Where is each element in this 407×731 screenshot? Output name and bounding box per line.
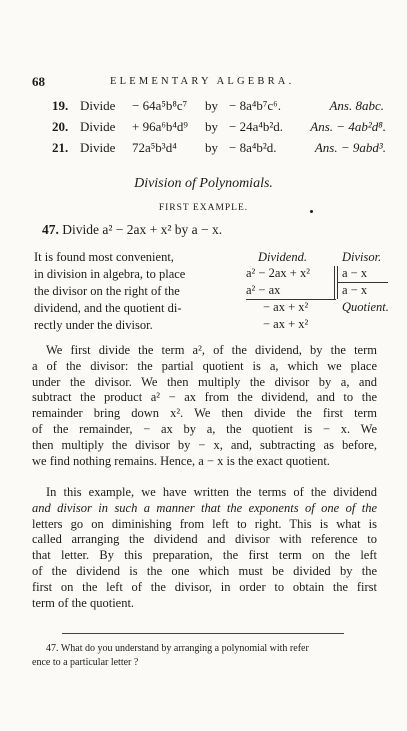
divisor-header: Divisor. <box>342 250 382 264</box>
exercise-answer: Ans. 8abc. <box>329 98 384 113</box>
paragraph-line: then multiply the divisor by − x, and, subtracting as before, <box>32 437 377 452</box>
exercise-answer: Ans. − 4ab²d⁸. <box>310 119 386 134</box>
problem-text: Divide a² − 2ax + x² by a − x. <box>62 222 223 237</box>
exercise-dividend: − 64a⁵b⁸c⁷ <box>132 98 188 113</box>
paragraph-line: letters go on diminishing from left to right. This is what is <box>32 516 377 531</box>
footnote-line: ence to a particular letter ? <box>32 657 139 668</box>
divisor-bar <box>334 266 335 299</box>
explanation-paragraph-1 <box>32 343 377 469</box>
subtrahend-row: a² − ax <box>246 283 281 297</box>
divisor-value: a − x <box>342 266 368 280</box>
section-subtitle: FIRST EXAMPLE. <box>158 203 249 213</box>
sidebar-line: dividend, and the quotient di- <box>34 301 182 315</box>
exercise-answer: Ans. − 9abd³. <box>314 140 386 155</box>
exercise-number: 21. <box>52 140 69 155</box>
paragraph-line: of the dividend is the one which must be divided by the <box>32 563 377 578</box>
paragraph-line: In this example, we have written the terms of the dividend <box>46 485 377 499</box>
exercise-divisor: − 24a⁴b²d. <box>229 119 284 134</box>
paragraph-line: term of the quotient. <box>32 595 135 610</box>
problem-number: 47. <box>42 222 59 237</box>
sidebar-line: rectly under the divisor. <box>34 318 153 332</box>
exercise-dividend: 72a⁵b³d⁴ <box>132 140 177 155</box>
exercise-verb: Divide <box>80 140 116 155</box>
footnote-divider <box>62 633 344 634</box>
exercise-by: by <box>205 140 218 155</box>
sidebar-explanation <box>34 249 185 334</box>
subtraction-rule <box>246 299 336 300</box>
paragraph-line: We first divide the term a², of the dividend, by the term <box>46 343 377 357</box>
exercise-verb: Divide <box>80 98 116 113</box>
exercise-dividend: + 96a⁶b⁴d⁹ <box>132 119 188 134</box>
exercise-number: 20. <box>52 119 69 134</box>
print-speck <box>310 210 313 213</box>
exercise-by: by <box>205 98 218 113</box>
paragraph-line: a of the divisor: the partial quotient is a, which we place <box>32 358 377 373</box>
explanation-paragraph-2 <box>32 485 377 611</box>
sidebar-line: in division in algebra, to place <box>34 267 186 281</box>
running-title: ELEMENTARY ALGEBRA. <box>110 76 295 87</box>
quotient-value: a − x <box>342 283 368 297</box>
quotient-label: Quotient. <box>342 300 389 314</box>
exercise-divisor: − 8a⁴b⁷c⁶. <box>229 98 281 113</box>
dividend-header: Dividend. <box>258 250 307 264</box>
remainder-row: − ax + x² <box>263 300 309 314</box>
paragraph-line: we find nothing remains. Hence, a − x is the exact quotient. <box>32 453 330 468</box>
footnote-line: 47. What do you understand by arranging a polynomial with refer <box>46 643 309 654</box>
paragraph-line: and divisor in such a manner that the exponents of one of the <box>32 500 377 515</box>
paragraph-line: subtract the product a² − ax from the dividend, and to the <box>32 390 377 405</box>
paragraph-line: of the remainder, − ax by a, the quotient is − x. We <box>32 421 377 436</box>
problem-statement <box>42 222 222 238</box>
paragraph-line: remainder bring down x². We then divide the first term <box>32 406 377 421</box>
sidebar-line: the divisor on the right of the <box>34 284 180 298</box>
page-number: 68 <box>32 74 45 89</box>
exercise-divisor: − 8a⁴b²d. <box>229 140 277 155</box>
dividend-row: a² − 2ax + x² <box>246 266 310 280</box>
paragraph-line: called arranging the dividend and divisor with reference to <box>32 532 377 547</box>
paragraph-line: under the divisor. We then multiply the divisor by a, and <box>32 374 377 389</box>
subtrahend-row-2: − ax + x² <box>263 317 309 331</box>
sidebar-line: It is found most convenient, <box>34 250 174 264</box>
exercise-by: by <box>205 119 218 134</box>
exercise-number: 19. <box>52 98 69 113</box>
exercise-verb: Divide <box>80 119 116 134</box>
paragraph-line: that letter. By this preparation, the first term on the left <box>32 548 377 563</box>
paragraph-line: first on the left of the divisor, in order to obtain the first <box>32 579 377 594</box>
footnote <box>32 642 309 670</box>
quotient-rule <box>338 282 388 283</box>
section-title: Division of Polynomials. <box>134 176 273 191</box>
